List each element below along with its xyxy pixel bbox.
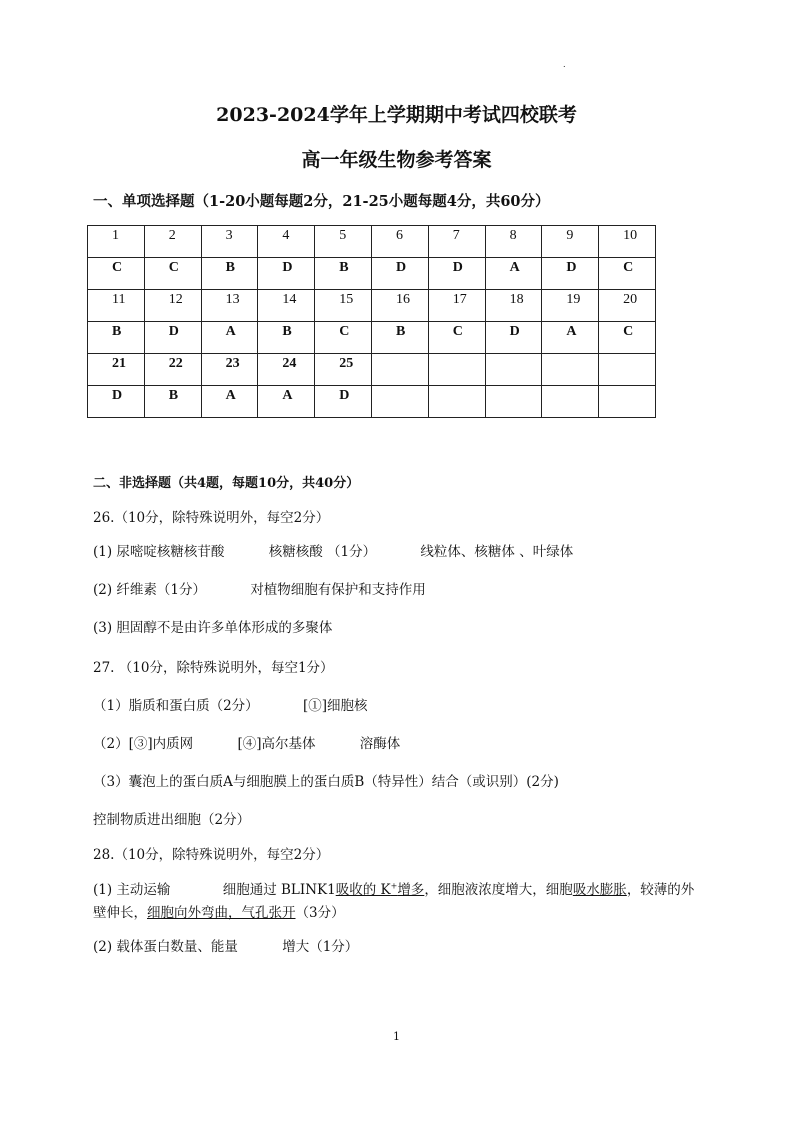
q28-heading: 28.（10分，除特殊说明外，每空2分）: [93, 847, 330, 863]
q27-answer-2: [93, 732, 400, 752]
table-cell: B: [258, 322, 315, 354]
q27-answer-4: 控制物质进出细胞（2分）: [93, 812, 251, 828]
table-cell: 10: [599, 226, 656, 258]
table-cell: 7: [428, 226, 485, 258]
table-cell: C: [599, 258, 656, 290]
table-row: [88, 290, 656, 322]
table-cell: [599, 354, 656, 386]
answer-text: （3分）: [295, 905, 345, 921]
table-cell: D: [144, 322, 201, 354]
table-cell: [371, 386, 428, 418]
table-cell: B: [201, 258, 258, 290]
answer-text: 溶酶体: [359, 736, 401, 752]
table-cell: 22: [144, 354, 201, 386]
q26-answer-3: [93, 616, 332, 636]
page-number: 1: [393, 1030, 400, 1043]
table-cell: 1: [88, 226, 145, 258]
answer-text: [③]内质网: [128, 736, 194, 752]
table-cell: 12: [144, 290, 201, 322]
answer-text: 脂质和蛋白质（2分）: [128, 698, 259, 714]
table-cell: 2: [144, 226, 201, 258]
q27-answer-3: [93, 770, 559, 790]
answer-text: 主动运输: [116, 882, 171, 898]
answer-text: 胆固醇不是由许多单体形成的多聚体: [116, 620, 333, 636]
item-number: (2): [93, 582, 113, 598]
table-cell: [485, 354, 542, 386]
answer-text: 核糖核酸 （1分）: [268, 544, 377, 560]
table-cell: D: [258, 258, 315, 290]
answer-text: 载体蛋白数量、能量: [116, 939, 238, 955]
underlined-text: 吸收的 K+增多: [335, 881, 425, 898]
q27-heading: 27. （10分，除特殊说明外，每空1分）: [93, 660, 334, 676]
table-cell: C: [144, 258, 201, 290]
q26-answer-2: [93, 578, 426, 598]
answer-text: 对植物细胞有保护和支持作用: [250, 582, 426, 598]
answer-text: [④]高尔基体: [237, 736, 316, 752]
answer-text: [①]细胞核: [302, 698, 368, 714]
table-row: [88, 322, 656, 354]
table-cell: A: [542, 322, 599, 354]
table-cell: B: [144, 386, 201, 418]
item-number: (1): [93, 544, 113, 560]
item-number: (3): [93, 620, 113, 636]
q28-answer-1-continued: [93, 901, 345, 921]
table-cell: [542, 354, 599, 386]
table-cell: 11: [88, 290, 145, 322]
header-mark: .: [563, 60, 566, 69]
q28-answer-2: [93, 935, 358, 955]
table-cell: A: [201, 386, 258, 418]
underlined-text: 细胞向外弯曲，气孔张开: [147, 905, 296, 921]
item-number: (1): [93, 882, 113, 898]
answer-text: 囊泡上的蛋白质A与细胞膜上的蛋白质B（特异性）结合（或识别）(2分): [128, 774, 559, 790]
item-number: （3）: [93, 774, 129, 790]
table-cell: 17: [428, 290, 485, 322]
underlined-text: 吸水膨胀: [572, 882, 627, 898]
q26-answer-1: [93, 540, 573, 560]
q27-answer-1: [93, 694, 368, 714]
table-cell: D: [315, 386, 372, 418]
answer-text: ，细胞液浓度增大，细胞: [424, 882, 573, 898]
table-cell: C: [599, 322, 656, 354]
table-cell: 9: [542, 226, 599, 258]
table-cell: B: [315, 258, 372, 290]
table-cell: D: [542, 258, 599, 290]
table-cell: 20: [599, 290, 656, 322]
item-number: （1）: [93, 698, 129, 714]
table-cell: 24: [258, 354, 315, 386]
table-cell: D: [88, 386, 145, 418]
table-cell: [428, 386, 485, 418]
answer-table: [87, 225, 656, 418]
table-cell: 8: [485, 226, 542, 258]
table-cell: 23: [201, 354, 258, 386]
table-cell: 15: [315, 290, 372, 322]
answer-text: 尿嘧啶核糖核苷酸: [116, 544, 225, 560]
table-row: [88, 386, 656, 418]
table-cell: B: [371, 322, 428, 354]
item-number: （2）: [93, 736, 129, 752]
answer-text: 壁伸长，: [93, 905, 147, 921]
table-cell: [485, 386, 542, 418]
table-cell: D: [428, 258, 485, 290]
table-cell: 5: [315, 226, 372, 258]
table-cell: 14: [258, 290, 315, 322]
table-cell: A: [485, 258, 542, 290]
table-cell: 4: [258, 226, 315, 258]
table-cell: C: [88, 258, 145, 290]
table-cell: [542, 386, 599, 418]
table-cell: 18: [485, 290, 542, 322]
table-row: [88, 354, 656, 386]
table-cell: C: [428, 322, 485, 354]
answer-text: ，较薄的外: [626, 882, 695, 898]
table-cell: B: [88, 322, 145, 354]
item-number: (2): [93, 939, 113, 955]
table-cell: [599, 386, 656, 418]
section-1-heading: 一、单项选择题（1-20小题每题2分，21-25小题每题4分，共60分）: [93, 193, 550, 210]
table-cell: 6: [371, 226, 428, 258]
q28-answer-1: [93, 878, 694, 898]
table-cell: 25: [315, 354, 372, 386]
section-2-heading: 二、非选择题（共4题，每题10分，共40分）: [93, 476, 360, 491]
answer-title: 高一年级生物参考答案: [301, 149, 492, 171]
table-cell: 16: [371, 290, 428, 322]
table-cell: [371, 354, 428, 386]
exam-title: 2023-2024学年上学期期中考试四校联考: [216, 104, 577, 126]
table-cell: C: [315, 322, 372, 354]
table-cell: 13: [201, 290, 258, 322]
table-cell: A: [201, 322, 258, 354]
table-cell: 21: [88, 354, 145, 386]
table-cell: [428, 354, 485, 386]
answer-text: 细胞通过 BLINK1: [222, 882, 336, 898]
table-row: [88, 226, 656, 258]
answer-text: 增大（1分）: [282, 939, 359, 955]
table-cell: D: [485, 322, 542, 354]
table-row: [88, 258, 656, 290]
table-cell: 3: [201, 226, 258, 258]
table-cell: D: [371, 258, 428, 290]
table-cell: 19: [542, 290, 599, 322]
answer-text: 纤维素（1分）: [116, 582, 207, 598]
answer-text: 线粒体、核糖体 、叶绿体: [420, 544, 574, 560]
table-cell: A: [258, 386, 315, 418]
q26-heading: 26.（10分，除特殊说明外，每空2分）: [93, 510, 330, 526]
